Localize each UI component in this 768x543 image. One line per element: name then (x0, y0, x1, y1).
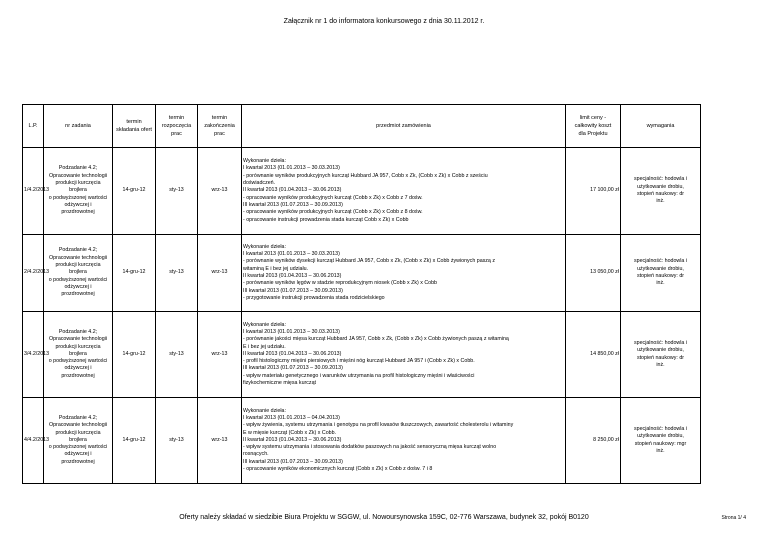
cell-offer-deadline: 14-gru-12 (113, 398, 156, 484)
cell-start-date: sty-13 (156, 148, 198, 235)
cell-task-number: Podzadanie 4.2; Opracowanie technologii produkcji kurczęcia brojlera o podwyższonej wartości odżywczej i prozdrowotnej (44, 398, 113, 484)
cell-lp: 1/4.2/2013 (23, 148, 44, 235)
cell-offer-deadline: 14-gru-12 (113, 235, 156, 312)
cell-subject: Wykonanie dzieła: I kwartał 2013 (01.01.2013 – 30.03.2013) - porównanie jakości mięsa kurcząt Hubbard JA 957, Cobb x Zk, (Cobb x Zk) x Cobb żywionych paszą z witaminą E i bez jej udziału. II kwartał 2013 (01.04.2013 – 30.06.2013) - profil histologiczny mięśni piersiowych i mięśni nóg kurcząt Hubbard JA 957 i (Cobb x Zk) x Cobb. III kwartał 2013 (01.07.2013 – 30.09.2013) - wpływ materiału genetycznego i warunków utrzymania na profil histologiczny mięśni i właściwości fizykochemiczne mięsa kurcząt (242, 312, 566, 398)
cell-price-limit: 17 100,00 zł (566, 148, 621, 235)
table-row (23, 312, 701, 398)
tender-table (22, 104, 701, 484)
header-requirements: wymagania (621, 105, 701, 148)
cell-offer-deadline: 14-gru-12 (113, 312, 156, 398)
cell-subject: Wykonanie dzieła: I kwartał 2013 (01.01.2013 – 04.04.2013) - wpływ żywienia, systemu utrzymania i genotypu na profil kwasów tłuszczowych, zawartość cholesterolu i witaminy E w mięsie kurcząt (Cobb x Zk) x Cobb. II kwartał 2013 (01.04.2013 – 30.06.2013) - wpływ systemu utrzymania i stosowania dodatków paszowych na jakość sensoryczną mięsa kurcząt wolno rosnących. III kwartał 2013 (01.07.2013 – 30.09.2013) - opracowanie wyników ekonomicznych kurcząt (Cobb x Zk) x Cobb z dośw. 7 i 8 (242, 398, 566, 484)
document-title: Załącznik nr 1 do informatora konkursowego z dnia 30.11.2012 r. (283, 18, 485, 25)
header-task-number: nr zadania (44, 105, 113, 148)
footer-note: Oferty należy składać w siedzibie Biura Projektu w SGGW, ul. Nowoursynowska 159C, 02-776 Warszawa, budynek 32, pokój B0120 (179, 514, 589, 521)
cell-end-date: wrz-13 (198, 398, 242, 484)
header-lp: L.P. (23, 105, 44, 148)
cell-end-date: wrz-13 (198, 235, 242, 312)
cell-requirements: specjalność: hodowla i użytkowanie drobiu, stopień naukowy: dr inż. (621, 235, 701, 312)
cell-requirements: specjalność: hodowla i użytkowanie drobiu, stopień naukowy: mgr inż. (621, 398, 701, 484)
cell-start-date: sty-13 (156, 398, 198, 484)
cell-requirements: specjalność: hodowla i użytkowanie drobiu, stopień naukowy: dr inż. (621, 148, 701, 235)
cell-start-date: sty-13 (156, 312, 198, 398)
cell-end-date: wrz-13 (198, 148, 242, 235)
table-row (23, 148, 701, 235)
header-subject: przedmiot zamówienia (242, 105, 566, 148)
cell-task-number: Podzadanie 4.2; Opracowanie technologii produkcji kurczęcia brojlera o podwyższonej wartości odżywczej i prozdrowotnej (44, 312, 113, 398)
cell-subject: Wykonanie dzieła: I kwartał 2013 (01.01.2013 – 30.03.2013) - porównanie wyników dysekcji kurcząt Hubbard JA 957, Cobb x Zk, (Cobb x Zk) x Cobb żywionych paszą z witaminą E i bez jej udziału. II kwartał 2013 (01.04.2013 – 30.06.2013) - porównanie wyników lęgów w stadzie reprodukcyjnym niosek (Cobb x Zk) x Cobb III kwartał 2013 (01.07.2013 – 30.09.2013) - przygotowanie instrukcji prowadzenia stada rodzicielskiego (242, 235, 566, 312)
header-offer-deadline: termin składania ofert (113, 105, 156, 148)
cell-lp: 2/4.2/2013 (23, 235, 44, 312)
table-row (23, 398, 701, 484)
cell-end-date: wrz-13 (198, 312, 242, 398)
header-price-limit: limit ceny - całkowity koszt dla Projektu (566, 105, 621, 148)
header-end-date: termin zakończenia prac (198, 105, 242, 148)
table-row (23, 235, 701, 312)
cell-price-limit: 13 050,00 zł (566, 235, 621, 312)
cell-task-number: Podzadanie 4.2; Opracowanie technologii produkcji kurczęcia brojlera o podwyższonej wartości odżywczej i prozdrowotnej (44, 235, 113, 312)
cell-offer-deadline: 14-gru-12 (113, 148, 156, 235)
cell-task-number: Podzadanie 4.2; Opracowanie technologii produkcji kurczęcia brojlera o podwyższonej wartości odżywczej i prozdrowotnej (44, 148, 113, 235)
cell-price-limit: 8 250,00 zł (566, 398, 621, 484)
header-start-date: termin rozpoczęcia prac (156, 105, 198, 148)
page-number: Strona 1/ 4 (721, 515, 746, 521)
cell-price-limit: 14 850,00 zł (566, 312, 621, 398)
cell-start-date: sty-13 (156, 235, 198, 312)
cell-lp: 3/4.2/2013 (23, 312, 44, 398)
table-header-row (23, 105, 701, 148)
cell-subject: Wykonanie dzieła: I kwartał 2013 (01.01.2013 – 30.03.2013) - porównanie wyników produkcyjnych kurcząt Hubbard JA 957, Cobb x Zk, (Cobb x Zk) x Cobb z sześciu doświadczeń. II kwartał 2013 (01.04.2013 – 30.06.2013) - opracowanie wyników produkcyjnych kurcząt (Cobb x Zk) x Cobb z 7 dośw. III kwartał 2013 (01.07.2013 – 30.09.2013) - opracowanie wyników produkcyjnych kurcząt (Cobb x Zk) x Cobb z 8 dośw. - opracowanie instrukcji prowadzenia stada kurcząt Cobb x Zk) x Cobb (242, 148, 566, 235)
cell-lp: 4/4.2/2013 (23, 398, 44, 484)
cell-requirements: specjalność: hodowla i użytkowanie drobiu, stopień naukowy: dr inż. (621, 312, 701, 398)
